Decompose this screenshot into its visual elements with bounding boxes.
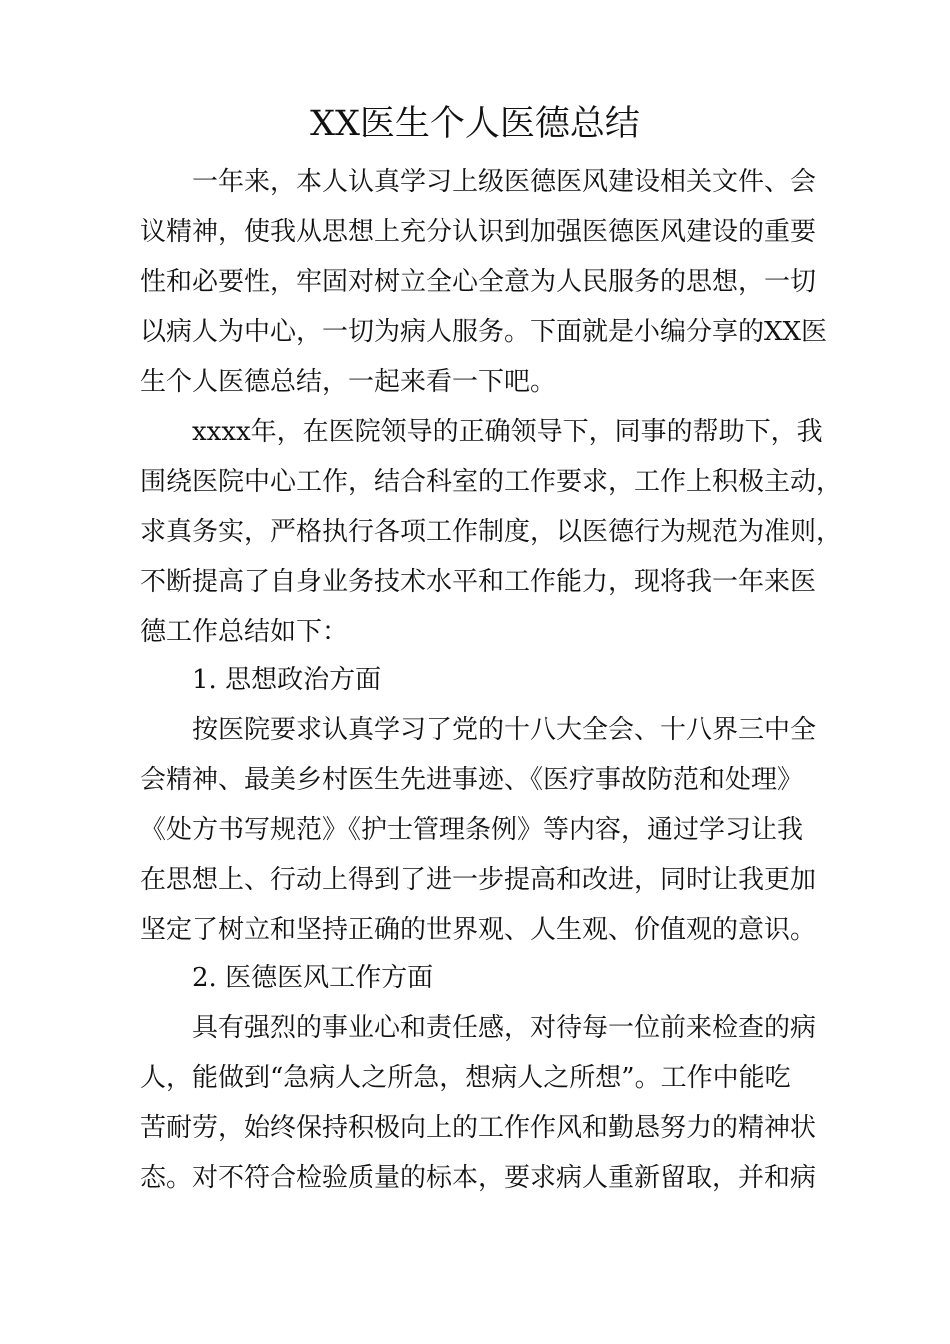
paragraph-line: 按医院要求认真学习了党的十八大全会、十八界三中全 <box>192 715 817 745</box>
section-heading: 2. 医德医风工作方面 <box>192 963 434 993</box>
paragraph-line: 性和必要性，牢固对树立全心全意为人民服务的思想，一切 <box>140 267 817 297</box>
paragraph-line: 《处方书写规范》《护士管理条例》等内容，通过学习让我 <box>140 815 804 845</box>
paragraph-line: 议精神，使我从思想上充分认识到加强医德医风建设的重要 <box>140 217 817 247</box>
paragraph-line: xxxx年，在医院领导的正确领导下，同事的帮助下，我 <box>192 417 823 447</box>
paragraph-line: 生个人医德总结，一起来看一下吧。 <box>140 367 557 397</box>
section-heading: 1. 思想政治方面 <box>192 665 382 695</box>
paragraph-line: 以病人为中心，一切为病人服务。下面就是小编分享的XX医 <box>140 317 828 347</box>
paragraph-line: 德工作总结如下： <box>140 617 349 647</box>
paragraph-line: 会精神、最美乡村医生先进事迹、《医疗事故防范和处理》 <box>140 765 804 795</box>
paragraph-line: 坚定了树立和坚持正确的世界观、人生观、价值观的意识。 <box>140 915 817 945</box>
paragraph-line: 围绕医院中心工作，结合科室的工作要求，工作上积极主动， <box>140 467 843 497</box>
paragraph-line: 苦耐劳，始终保持积极向上的工作作风和勤恳努力的精神状 <box>140 1113 817 1143</box>
paragraph-line: 具有强烈的事业心和责任感，对待每一位前来检查的病 <box>192 1013 817 1043</box>
paragraph-line: 不断提高了自身业务技术水平和工作能力，现将我一年来医 <box>140 567 817 597</box>
paragraph-line: 一年来，本人认真学习上级医德医风建设相关文件、会 <box>192 167 817 197</box>
paragraph-line: 态。对不符合检验质量的标本，要求病人重新留取，并和病 <box>140 1163 817 1193</box>
paragraph-line: 人，能做到“急病人之所急，想病人之所想”。工作中能吃 <box>140 1063 791 1093</box>
paragraph-line: 在思想上、行动上得到了进一步提高和改进，同时让我更加 <box>140 865 817 895</box>
document-title: XX医生个人医德总结 <box>310 104 640 144</box>
paragraph-line: 求真务实，严格执行各项工作制度，以医德行为规范为准则， <box>140 517 843 547</box>
